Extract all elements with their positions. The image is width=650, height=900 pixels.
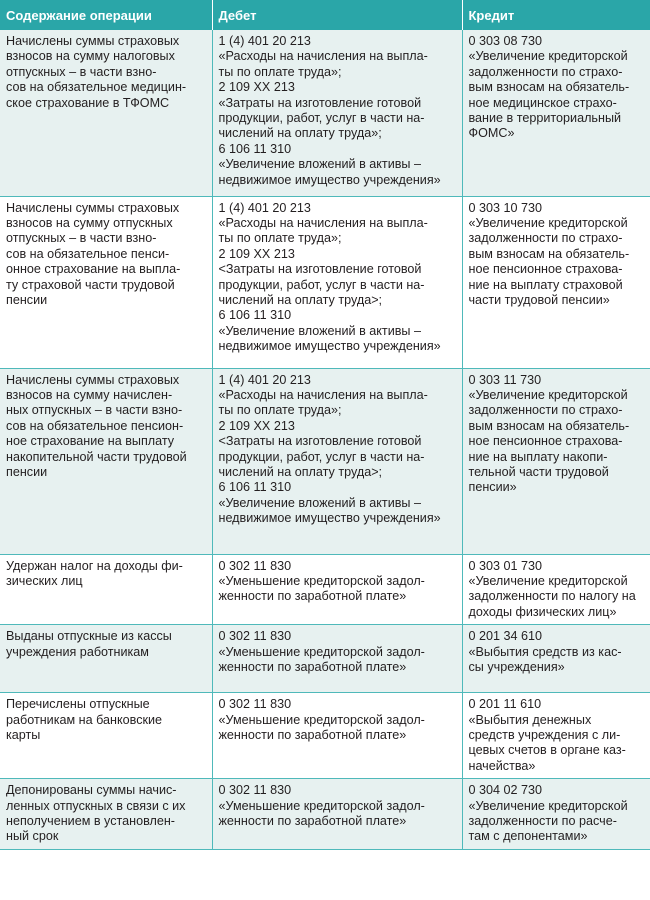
credit-text-line: ное пенсионное страхова-: [468, 434, 623, 449]
debit-text-line: 6 106 11 310: [218, 480, 292, 495]
operation-text-line: ное страхование на выплату: [6, 434, 175, 449]
credit-text-line: пенсии»: [468, 480, 517, 495]
table-row: [0, 625, 650, 693]
cell-operation: [0, 368, 212, 554]
credit-text-line: начейства»: [468, 758, 536, 773]
table-row: [0, 196, 650, 368]
operation-text-line: сов на обязательное медицин-: [6, 80, 187, 95]
debit-text-line: ты по оплате труда»;: [218, 64, 342, 79]
debit-text-line: «Уменьшение кредиторской задол-: [218, 798, 425, 813]
operation-text-line: работникам на банковские: [6, 712, 163, 727]
operation-text-line: отпускных – в части взно-: [6, 231, 157, 246]
credit-text-line: ФОМС»: [468, 126, 515, 141]
operation-text-line: взносов на сумму начислен-: [6, 387, 173, 402]
cell-credit: [462, 693, 650, 779]
debit-text-line: числений на оплату труда>;: [218, 292, 383, 307]
header-debit: Дебет: [212, 0, 462, 30]
debit-text-line: 0 302 11 830: [218, 629, 292, 644]
operation-text-line: Начислены суммы страховых: [6, 200, 180, 215]
credit-text-line: «Увеличение кредиторской: [468, 798, 628, 813]
debit-text-line: «Увеличение вложений в активы –: [218, 323, 421, 338]
operation-text-line: карты: [6, 727, 41, 742]
credit-text-line: задолженности по страхо-: [468, 403, 623, 418]
credit-text-line: доходы физических лиц»: [468, 604, 617, 619]
debit-text-line: «Уменьшение кредиторской задол-: [218, 712, 425, 727]
operation-text-line: ных отпускных – в части взно-: [6, 403, 183, 418]
debit-text-line: 6 106 11 310: [218, 141, 292, 156]
debit-text-line: «Затраты на изготовление готовой: [218, 95, 422, 110]
cell-operation: [0, 196, 212, 368]
operation-text-line: учреждения работникам: [6, 644, 149, 659]
credit-text-line: части трудовой пенсии»: [468, 292, 610, 307]
debit-text-line: «Увеличение вложений в активы –: [218, 495, 421, 510]
operation-text-line: сов на обязательное пенси-: [6, 246, 170, 261]
operation-text-line: пенсии: [6, 292, 48, 307]
debit-text-line: женности по заработной плате»: [218, 659, 407, 674]
debit-text-line: недвижимое имущество учреждения»: [218, 172, 441, 187]
operation-text-line: Выданы отпускные из кассы: [6, 629, 172, 644]
credit-text-line: «Выбытия денежных: [468, 712, 592, 727]
cell-credit: [462, 779, 650, 850]
table-row: [0, 554, 650, 625]
credit-text-line: 0 201 34 610: [468, 629, 543, 644]
header-operation: Содержание операции: [0, 0, 212, 30]
debit-text-line: «Уменьшение кредиторской задол-: [218, 573, 425, 588]
credit-text-line: задолженности по налогу на: [468, 589, 636, 604]
cell-credit: [462, 554, 650, 625]
operation-text-line: Перечислены отпускные: [6, 697, 150, 712]
table-row: [0, 368, 650, 554]
debit-text-line: «Расходы на начисления на выпла-: [218, 49, 428, 64]
credit-text-line: там с депонентами»: [468, 829, 588, 844]
credit-text-line: ное медицинское страхо-: [468, 95, 617, 110]
debit-text-line: «Увеличение вложений в активы –: [218, 157, 421, 172]
operation-text-line: ское страхование в ТФОМС: [6, 95, 170, 110]
credit-text-line: «Увеличение кредиторской: [468, 573, 628, 588]
debit-text-line: 0 302 11 830: [218, 697, 292, 712]
cell-operation: [0, 693, 212, 779]
operation-text-line: накопительной части трудовой: [6, 449, 187, 464]
cell-debit: [212, 368, 462, 554]
credit-text-line: 0 303 08 730: [468, 34, 543, 48]
cell-debit: [212, 196, 462, 368]
cell-debit: [212, 693, 462, 779]
debit-text-line: 1 (4) 401 20 213: [218, 34, 311, 48]
credit-text-line: «Увеличение кредиторской: [468, 49, 628, 64]
credit-text-line: задолженности по страхо-: [468, 231, 623, 246]
operation-text-line: Начислены суммы страховых: [6, 372, 180, 387]
debit-text-line: 1 (4) 401 20 213: [218, 200, 311, 215]
credit-text-line: средств учреждения с ли-: [468, 727, 621, 742]
cell-credit: [462, 30, 650, 196]
table-row: [0, 779, 650, 850]
debit-text-line: «Уменьшение кредиторской задол-: [218, 644, 425, 659]
debit-text-line: «Расходы на начисления на выпла-: [218, 387, 428, 402]
cell-credit: [462, 625, 650, 693]
debit-text-line: 0 302 11 830: [218, 783, 292, 798]
cell-debit: [212, 30, 462, 196]
cell-credit: [462, 196, 650, 368]
debit-text-line: женности по заработной плате»: [218, 727, 407, 742]
debit-text-line: продукции, работ, услуг в части на-: [218, 277, 425, 292]
debit-text-line: 2 109 ХХ 213: [218, 80, 295, 95]
table-row: [0, 30, 650, 196]
credit-text-line: 0 303 01 730: [468, 558, 543, 573]
cell-operation: [0, 779, 212, 850]
debit-text-line: ты по оплате труда»;: [218, 231, 342, 246]
operation-text-line: Депонированы суммы начис-: [6, 783, 177, 798]
operation-text-line: взносов на сумму налоговых: [6, 49, 175, 64]
credit-text-line: вым взносам на обязатель-: [468, 418, 630, 433]
operation-text-line: ту страховой части трудовой: [6, 277, 175, 292]
debit-text-line: числений на оплату труда»;: [218, 126, 382, 141]
table-header-row: [0, 0, 650, 30]
operation-text-line: пенсии: [6, 464, 48, 479]
credit-text-line: вым взносам на обязатель-: [468, 80, 630, 95]
operation-text-line: отпускных – в части взно-: [6, 64, 157, 79]
debit-text-line: «Расходы на начисления на выпла-: [218, 215, 428, 230]
credit-text-line: задолженности по расче-: [468, 813, 617, 828]
cell-operation: [0, 30, 212, 196]
credit-text-line: вым взносам на обязатель-: [468, 246, 630, 261]
credit-text-line: задолженности по страхо-: [468, 64, 623, 79]
credit-text-line: ное пенсионное страхова-: [468, 262, 623, 277]
operation-text-line: онное страхование на выпла-: [6, 262, 181, 277]
credit-text-line: цевых счетов в органе каз-: [468, 743, 626, 758]
header-credit: Кредит: [462, 0, 650, 30]
cell-debit: [212, 779, 462, 850]
debit-text-line: продукции, работ, услуг в части на-: [218, 449, 425, 464]
debit-text-line: 2 109 ХХ 213: [218, 418, 295, 433]
debit-text-line: 0 302 11 830: [218, 558, 292, 573]
credit-text-line: ние на выплату страховой: [468, 277, 623, 292]
operation-text-line: Удержан налог на доходы фи-: [6, 558, 183, 573]
debit-text-line: <Затраты на изготовление готовой: [218, 434, 422, 449]
operation-text-line: неполучением в установлен-: [6, 813, 176, 828]
debit-text-line: 2 109 ХХ 213: [218, 246, 295, 261]
credit-text-line: тельной части трудовой: [468, 464, 609, 479]
credit-text-line: 0 304 02 730: [468, 783, 543, 798]
credit-text-line: «Выбытия средств из кас-: [468, 644, 622, 659]
credit-text-line: 0 303 10 730: [468, 200, 543, 215]
debit-text-line: женности по заработной плате»: [218, 589, 407, 604]
credit-text-line: вание в территориальный: [468, 111, 622, 126]
debit-text-line: <Затраты на изготовление готовой: [218, 262, 422, 277]
debit-text-line: 1 (4) 401 20 213: [218, 372, 311, 387]
credit-text-line: «Увеличение кредиторской: [468, 215, 628, 230]
operation-text-line: ленных отпускных в связи с их: [6, 798, 186, 813]
cell-debit: [212, 625, 462, 693]
credit-text-line: 0 303 11 730: [468, 372, 542, 387]
operation-text-line: взносов на сумму отпускных: [6, 215, 173, 230]
debit-text-line: числений на оплату труда>;: [218, 464, 383, 479]
debit-text-line: женности по заработной плате»: [218, 813, 407, 828]
debit-text-line: 6 106 11 310: [218, 308, 292, 323]
credit-text-line: сы учреждения»: [468, 659, 565, 674]
cell-debit: [212, 554, 462, 625]
cell-credit: [462, 368, 650, 554]
debit-text-line: недвижимое имущество учреждения»: [218, 339, 441, 354]
debit-text-line: ты по оплате труда»;: [218, 403, 342, 418]
cell-operation: [0, 554, 212, 625]
debit-text-line: недвижимое имущество учреждения»: [218, 511, 441, 526]
cell-operation: [0, 625, 212, 693]
credit-text-line: ние на выплату накопи-: [468, 449, 608, 464]
operation-text-line: зических лиц: [6, 573, 83, 588]
credit-text-line: 0 201 11 610: [468, 697, 542, 712]
operation-text-line: Начислены суммы страховых: [6, 34, 180, 48]
operation-text-line: сов на обязательное пенсион-: [6, 418, 184, 433]
operation-text-line: ный срок: [6, 829, 59, 844]
table-row: [0, 693, 650, 779]
debit-text-line: продукции, работ, услуг в части на-: [218, 111, 425, 126]
credit-text-line: «Увеличение кредиторской: [468, 387, 628, 402]
